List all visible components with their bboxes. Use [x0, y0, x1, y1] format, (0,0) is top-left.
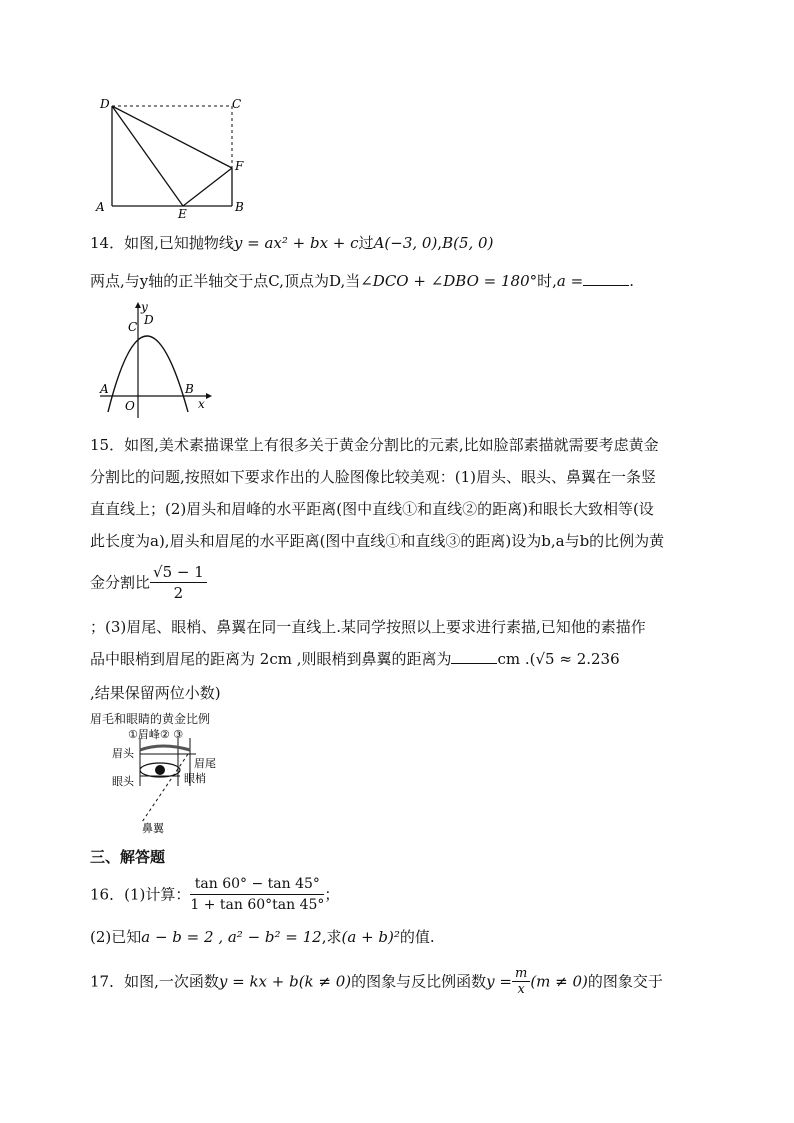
q17-f2-prefix: y = — [486, 972, 512, 991]
eye-figure-title: 眉毛和眼睛的黄金比例 — [90, 712, 211, 726]
q14-a-equals: a = — [556, 272, 584, 290]
label-E: E — [178, 207, 187, 221]
q16-part2b: ,求 — [321, 928, 342, 946]
label-D: D — [100, 97, 110, 111]
label-B: B — [235, 200, 244, 214]
q14-point-b: B(5, 0) — [442, 234, 494, 252]
q17-number: 17． — [90, 972, 125, 991]
q16-line2 — [90, 926, 435, 948]
q16-expression: (a + b)² — [341, 928, 400, 946]
q17-f2-numerator: m — [512, 966, 530, 982]
figure-eye-golden-ratio — [106, 728, 236, 836]
parabola-label-C: C — [128, 320, 138, 334]
q16-end1: ； — [324, 885, 340, 904]
q15-text-5: 金分割比 — [90, 573, 151, 592]
parabola-label-x: x — [198, 397, 205, 411]
parabola-label-B: B — [185, 382, 194, 396]
q17-line1 — [90, 966, 663, 997]
q16-numerator: tan 60° − tan 45° — [190, 874, 324, 895]
q14-sep: , — [437, 234, 443, 252]
q15-line6 — [90, 616, 646, 638]
q14-text-2: 两点,与y轴的正半轴交于点C,顶点为D,当 — [90, 272, 361, 290]
eye-label-brow-head: 眉头 — [112, 747, 134, 760]
eye-label-eye-tail: 眼梢 — [184, 772, 206, 785]
q16-part2c: 的值. — [399, 928, 435, 946]
q15-text-2: 分割比的问题,按照如下要求作出的人脸图像比较美观：(1)眉头、眼头、鼻翼在一条竖 — [90, 468, 657, 486]
q16-number: 16． — [90, 885, 125, 904]
q14-number: 14． — [90, 234, 125, 252]
q15-text-8: ,结果保留两位小数) — [90, 684, 221, 702]
q17-f2-suffix: (m ≠ 0) — [530, 972, 588, 991]
q15-text-4: 此长度为a),眉头和眉尾的水平距离(图中直线①和直线③的距离)设为b,a与b的比例为黄 — [90, 532, 665, 550]
parabola-label-O: O — [125, 399, 135, 413]
q17-text-b: 的图象与反比例函数 — [351, 972, 487, 991]
q17-linear-function: y = kx + b(k ≠ 0) — [218, 972, 352, 991]
q14-text-2b: 时, — [537, 272, 557, 290]
q15-text-1: 如图,美术素描课堂上有很多关于黄金分割比的元素,比如脸部素描就需要考虑黄金 — [124, 436, 659, 454]
q14-line1 — [90, 232, 493, 254]
q15-text-6: ；(3)眉尾、眼梢、鼻翼在同一直线上.某同学按照以上要求进行素描,已知他的素描作 — [90, 618, 646, 636]
q16-part2a: (2)已知 — [90, 928, 142, 946]
q17-f2-denominator: x — [517, 982, 525, 997]
q15-line1 — [90, 434, 659, 456]
q15-line2 — [90, 466, 656, 488]
q14-text-1b: 过 — [358, 234, 374, 252]
q15-line3 — [90, 498, 654, 520]
q16-line1 — [90, 874, 339, 915]
label-F: F — [235, 159, 244, 173]
q15-ratio-denominator: 2 — [173, 584, 184, 602]
figure-parabola — [94, 300, 214, 422]
label-A: A — [96, 200, 105, 214]
section-title: 三、解答题 — [90, 848, 166, 866]
q16-denominator: 1 + tan 60°tan 45° — [190, 897, 325, 913]
q15-line7 — [90, 648, 620, 670]
q17-text-a: 如图,一次函数 — [124, 972, 219, 991]
label-C: C — [232, 97, 242, 111]
q15-number: 15． — [90, 436, 125, 454]
figure-rectangle-fold — [92, 94, 260, 224]
q16-condition: a − b = 2 , a² − b² = 12 — [141, 928, 322, 946]
q14-text-1: 如图,已知抛物线 — [124, 234, 234, 252]
q16-fraction — [190, 874, 324, 915]
q14-end: . — [629, 272, 634, 290]
eye-line-markers: ①眉峰② ③ — [128, 728, 184, 741]
q14-point-a: A(−3, 0) — [373, 234, 438, 252]
q15-line8 — [90, 682, 221, 704]
q17-text-c: 的图象交于 — [587, 972, 663, 991]
q15-ratio-numerator: √5 − 1 — [150, 562, 207, 583]
q16-part1: (1)计算： — [124, 885, 191, 904]
q14-equation: y = ax² + bx + c — [233, 234, 359, 252]
q14-line2 — [90, 270, 634, 292]
q15-text-3: 直直线上；(2)眉头和眉峰的水平距离(图中直线①和直线②的距离)和眼长大致相等(设 — [90, 500, 654, 518]
parabola-label-A: A — [100, 382, 109, 396]
eye-label-eye-head: 眼头 — [112, 775, 134, 788]
q15-approx: √5 ≈ 2.236 — [535, 650, 620, 668]
q14-angle-condition: ∠DCO + ∠DBO = 180° — [360, 272, 538, 290]
q15-answer-blank[interactable] — [451, 649, 497, 664]
q15-text-7a: 品中眼梢到眉尾的距离为 2cm ,则眼梢到鼻翼的距离为 — [90, 650, 452, 668]
q15-line4 — [90, 530, 664, 552]
q15-line5 — [90, 562, 207, 603]
eye-label-brow-tail: 眉尾 — [194, 757, 216, 770]
parabola-label-D: D — [144, 313, 154, 327]
q15-golden-ratio — [150, 562, 207, 603]
eye-label-nose-wing: 鼻翼 — [142, 822, 164, 835]
q17-inverse-fraction — [512, 966, 530, 997]
parabola-label-y: y — [141, 300, 148, 314]
q15-text-7b: cm .( — [497, 650, 536, 668]
q14-answer-blank[interactable] — [583, 271, 629, 286]
